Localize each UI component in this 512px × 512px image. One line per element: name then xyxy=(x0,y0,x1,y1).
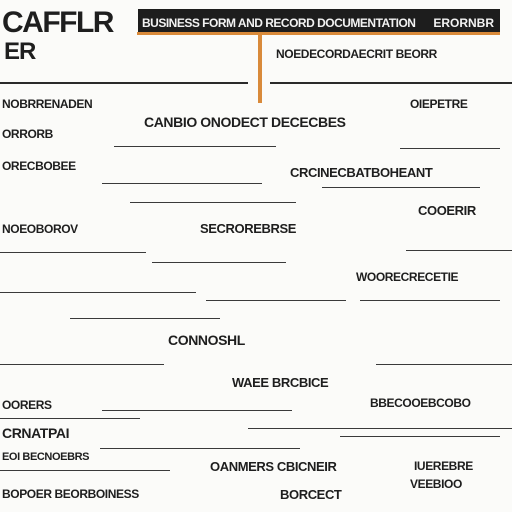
rule xyxy=(130,202,296,203)
accent-divider xyxy=(258,33,262,103)
rule xyxy=(102,183,262,184)
header-title: BUSINESS FORM AND RECORD DOCUMENTATION xyxy=(142,16,416,30)
field-label: VEEBIOO xyxy=(410,477,462,491)
rule xyxy=(376,364,512,365)
logo-line-2: ER xyxy=(4,38,36,65)
rule xyxy=(0,292,196,293)
rule xyxy=(406,250,512,251)
section-heading: WAEE BRCBICE xyxy=(232,375,329,390)
field-label: CRNATPAI xyxy=(2,425,70,441)
rule xyxy=(114,146,276,147)
rule xyxy=(100,448,300,449)
rule xyxy=(0,252,146,253)
field-label: BOPOER BEORBOINESS xyxy=(2,487,139,501)
section-heading: CONNOSHL xyxy=(168,332,245,348)
field-label: OORERS xyxy=(2,398,52,412)
section-heading: CANBIO ONODECT DECECBES xyxy=(144,114,346,130)
field-label: OIEPETRE xyxy=(410,97,468,111)
rule xyxy=(70,318,220,319)
header-subtitle: NOEDECORDAECRIT BEORR xyxy=(276,47,437,61)
section-heading: CRCINECBATBOHEANT xyxy=(290,165,433,180)
field-label: NOBRRENADEN xyxy=(2,97,93,111)
field-label: SECROREBRSE xyxy=(200,221,297,236)
accent-stripe xyxy=(137,32,500,35)
rule xyxy=(0,364,164,365)
rule xyxy=(322,187,480,188)
field-label: NOEOBOROV xyxy=(2,222,78,236)
section-heading: OANMERS CBICNEIR xyxy=(210,459,337,474)
field-label: ORECBOBEE xyxy=(2,159,76,173)
rule xyxy=(0,82,248,84)
logo-line-1: CAFFLR xyxy=(2,6,113,39)
rule xyxy=(360,300,500,301)
rule xyxy=(340,436,500,437)
rule xyxy=(248,428,512,429)
rule xyxy=(0,470,170,471)
rule xyxy=(400,148,500,149)
rule xyxy=(0,418,140,419)
rule xyxy=(206,300,346,301)
rule xyxy=(270,82,512,84)
field-label: BBECOOEBCOBO xyxy=(370,396,471,410)
header-code: ERORNBR xyxy=(433,16,494,30)
field-label: WOORECRECETIE xyxy=(356,270,459,284)
field-label: IUEREBRE xyxy=(414,459,473,473)
field-label: EOI BECNOEBRS xyxy=(2,451,90,463)
rule xyxy=(102,410,292,411)
field-label: COOERIR xyxy=(418,203,476,218)
rule xyxy=(152,262,286,263)
field-label: BORCECT xyxy=(280,487,342,502)
field-label: ORRORB xyxy=(2,127,53,141)
